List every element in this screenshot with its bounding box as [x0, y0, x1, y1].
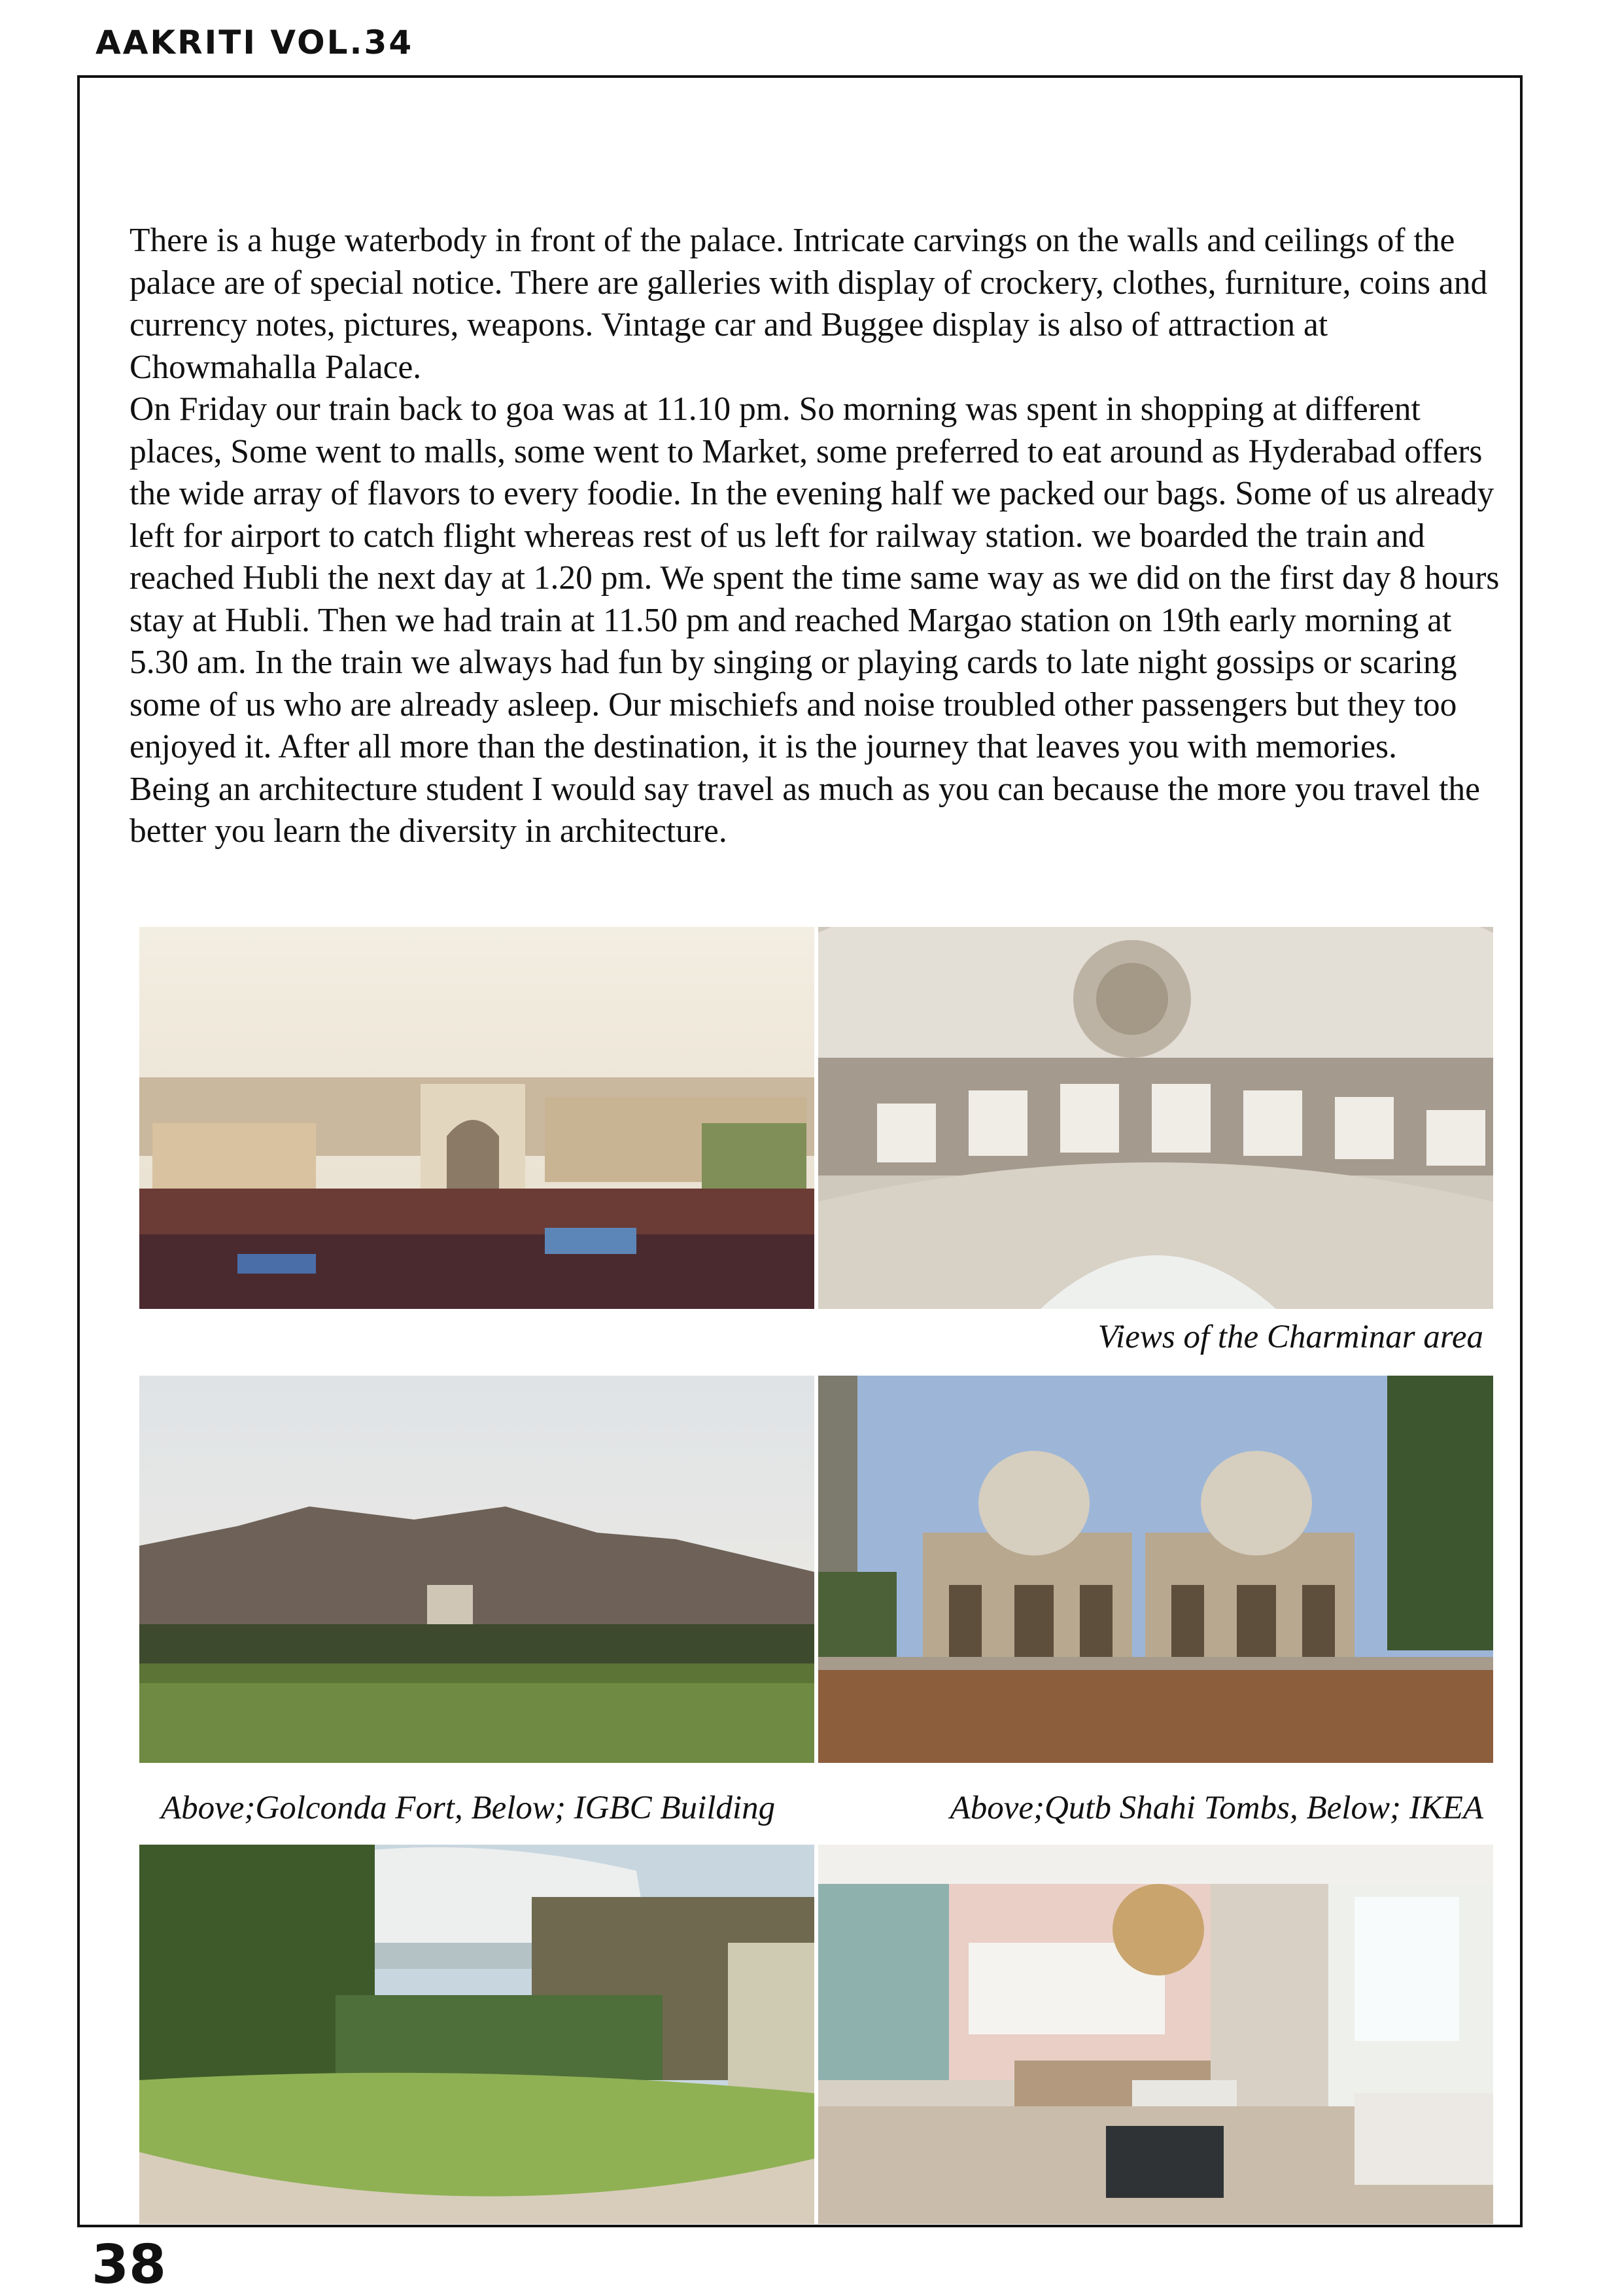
right-pair-caption: Above;Qutb Shahi Tombs, Below; IKEA	[950, 1790, 1483, 1826]
left-pair-caption: Above;Golconda Fort, Below; IGBC Building	[161, 1790, 776, 1826]
article-paragraph: Being an architecture student I would say travel as much as you can because the more you travel the better you learn the diversity in architecture.	[129, 770, 1480, 850]
ikea-interior-photo	[818, 1845, 1493, 2224]
page-number: 38	[92, 2234, 167, 2296]
charminar-caption: Views of the Charminar area	[1097, 1319, 1483, 1355]
igbc-building-photo	[139, 1845, 814, 2224]
qutb-shahi-tombs-photo	[818, 1376, 1493, 1763]
magazine-header: AAKRITI VOL.34	[95, 24, 414, 61]
charminar-street-photo	[139, 927, 814, 1309]
article-paragraph: On Friday our train back to goa was at 11.10 pm. So morning was spent in shopping at different places, Some went to malls, some went to Market, some preferred to eat around as Hyderabad offers the wide array of flavors to every foodie. In the evening half we packed our bags. Some of us already left for airport to catch flight whereas rest of us left for railway station. we boarded the train and reached Hubli the next day at 1.20 pm. We spent the time same way as we did on the first day 8 hours stay at Hubli. Then we had train at 11.50 pm and reached Margao station on 19th early morning at 5.30 am. In the train we always had fun by singing or playing cards to late night gossips or scaring some of us who are already asleep. Our mischiefs and noise troubled other passengers but they too enjoyed it. After all more than the destination, it is the journey that leaves you with memories.	[129, 391, 1500, 765]
article-paragraph: There is a huge waterbody in front of the palace. Intricate carvings on the walls and ceilings of the palace are of special notice. There are galleries with display of crockery, clothes, furniture, coins and currency notes, pictures, weapons. Vintage car and Buggee display is also of attraction at Chowmahalla Palace.	[129, 222, 1488, 386]
charminar-interior-photo	[818, 927, 1493, 1309]
article-body	[129, 220, 1516, 853]
golconda-fort-photo	[139, 1376, 814, 1763]
